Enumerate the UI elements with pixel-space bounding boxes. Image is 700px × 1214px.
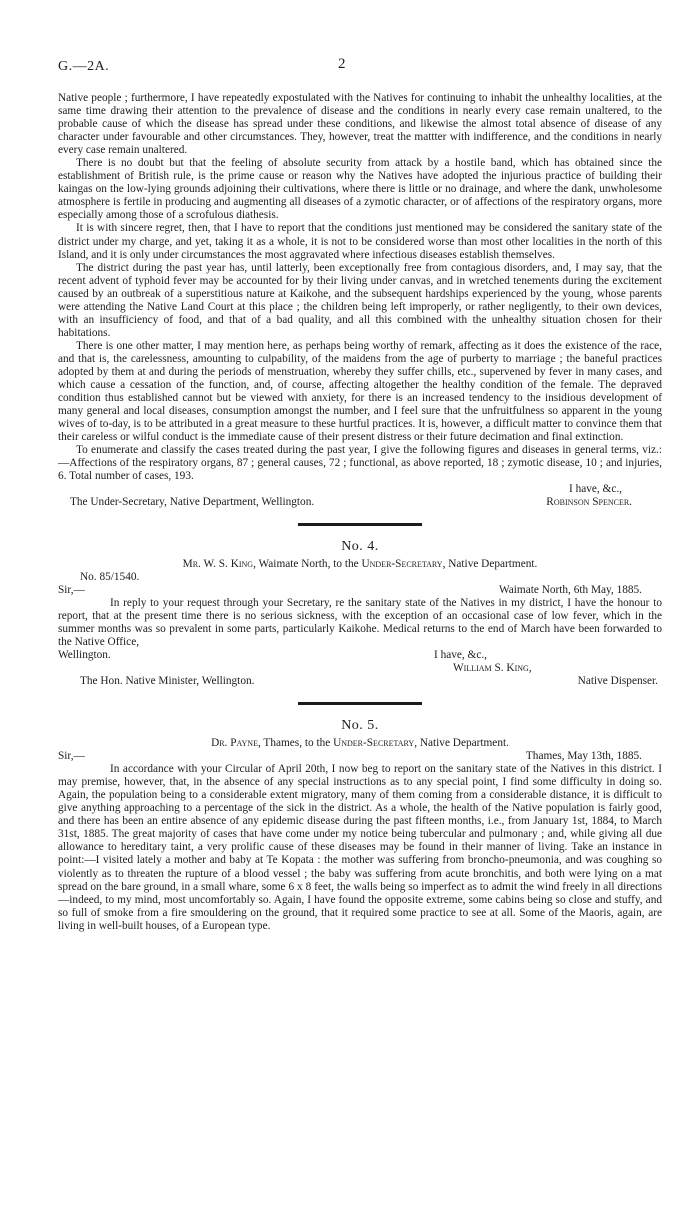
letter-heading — [58, 737, 662, 750]
letter-number: No. 5. — [341, 718, 379, 734]
page-header — [58, 56, 662, 92]
salutation: Sir,— — [58, 583, 85, 596]
recipient-title: Under-Secretary — [333, 737, 415, 750]
letter-body: In reply to your request through your Secretary, re the sanitary state of the Natives in my district, I have the honour to report, that at the present time there is no serious sickness, with the exception of an occasional case of low fever, which in the summer months was so prevalent in some parts, particularly Kaikohe. Medical returns to the end of March have been forwarded to the Native Office, — [58, 596, 662, 648]
document-reference: G.—2A. — [58, 59, 110, 74]
paragraph: There is one other matter, I may mention here, as perhaps being worthy of remark, affecting as it does the existence of the race, and that is, the carelessness, amounting to culpability, of the maidens from the age of purberty to marriage ; the baneful practices adopted by them at and during the periods of menstruation, whereby they suffer chills, etc., supervened by fever in many cases, and which cause a cessation of the function, and, of course, affecting altogether the healthy condition of the female. The depraved condition thus established cannot but be viewed with anxiety, for there is an increased tendency to the insidious development of many general and local diseases, consumption amongst the number, and I feel sure that the unfruitfulness so apparent in the young wives of to-day, is to be attributed in a great measure to these hurtful practices. It is, however, a difficult matter to convince them that their careless or wilful conduct is the immediate cause of their present distress or their future decimation and final extinction. — [58, 339, 662, 444]
letter-body: In accordance with your Circular of April 20th, I now beg to report on the sanitary state of the Natives in this district. I may premise, however, that, in the absence of any special instructions as to any special point, I find some difficulty in doing so. Again, the population being to a considerable extent migratory, many of them coming from a considerable distance, it is difficult to give anything approaching to a percentage of the sick in the district. As a whole, the health of the Native population is fairly good, and there has been an entire absence of any epidemic disease during the past fifteen months, i.e., from January 1st, 1884, to March 31st, 1885. The great majority of cases that have come under my notice being tubercular and pulmonary ; and, while giving all due allowance to hereditary taint, a very prolific cause of these diseases may be found in their manner of living. Take an instance in point:—I visited lately a mother and baby at Te Kopata : the mother was suffering from broncho-pneumonia, and was coughing so violently as to threaten the rupture of a blood vessel ; the baby was suffering from acute bronchitis, and both were lying on a mat spread on the bare ground, in a small whare, some 6 x 8 feet, the walls being so imperfect as to admit the wind freely in all directions—indeed, to my mind, most uncomfortably so. Again, I have found the opposite extreme, some cabins being so close and stuffy, and so full of smoke from a fire smouldering on the ground, that it required some practice to see at all. Some of the Maoris, again, are living in well-built houses, of a European type. — [58, 763, 662, 932]
signature: William S. King, — [453, 661, 532, 674]
signature: Robinson Spencer. — [546, 496, 632, 509]
paragraph: To enumerate and classify the cases treated during the past year, I give the following figures and diseases in general terms, viz.:—Affections of the respiratory organs, 87 ; general causes, 72 ; functional, as above reported, 18 ; zymotic disease, 10 ; and injuries, 6. Total number of cases, 193. — [58, 444, 662, 483]
dateline: Thames, May 13th, 1885. — [525, 750, 642, 763]
sender-place: , Thames, to the — [257, 737, 334, 750]
closing: I have, &c., — [433, 648, 487, 661]
salutation: Sir,— — [58, 750, 85, 763]
letter-no-5 — [58, 719, 662, 933]
dateline-row — [58, 584, 662, 597]
addressee: The Hon. Native Minister, Wellington. — [80, 674, 255, 687]
letter-heading — [58, 558, 662, 571]
closing-row — [58, 649, 662, 662]
paragraph: There is no doubt but that the feeling of absolute security from attack by a hostile band, which has obtained since the establishment of British rule, is the prime cause or reason why the Natives have adopted the injurious practice of building their kaingas on the low-lying grounds adjoining their cultivations, where there is little or no drainage, and where the dank, unwholesome atmosphere is fertile in producing and augmenting all diseases of a zymotic character, or of affections of the respiratory organs, more especially among those of a scrofulous diathesis. — [58, 157, 662, 222]
continued-report — [58, 92, 662, 510]
paragraph: It is with sincere regret, then, that I have to report that the conditions just mentioned may be considered the sanitary state of the district under my charge, and yet, taking it as a whole, it is not to be considered worse than most other localities in the north of this Island, and it is only under circumstances the most aggravated where infectious diseases establish themselves. — [58, 222, 662, 261]
recipient-department: , Native Department. — [414, 737, 509, 750]
dateline: Waimate North, 6th May, 1885. — [499, 583, 642, 596]
recipient-department: , Native Department. — [442, 557, 538, 570]
recipient-title: Under-Secretary — [361, 557, 443, 570]
letter-no-4 — [58, 540, 662, 689]
letter-reference: No. 85/1540. — [80, 570, 140, 583]
sender-name: Mr. W. S. King — [182, 557, 254, 570]
sender-place: , Waimate North, to the — [253, 557, 362, 570]
page-number: 2 — [338, 56, 346, 72]
section-divider — [298, 523, 422, 526]
letter-body-end: Wellington. — [58, 648, 111, 661]
signature-line — [58, 496, 662, 509]
addressee: The Under-Secretary, Native Department, Wellington. — [70, 496, 315, 509]
sender-name: Dr. Payne — [211, 737, 258, 750]
letter-number: No. 4. — [341, 538, 379, 554]
signature-line — [58, 675, 662, 688]
paragraph: The district during the past year has, until latterly, been exceptionally free from contagious disorders, and, I may say, that the recent advent of typhoid fever may be accounted for by their living under canvas, and in wretched tenements during the excitement caused by an outbreak of a superstitious nature at Kaikohe, and the subsequent hardships experienced by the young, whose parents were attending the Native Land Court at this place ; the children being left improperly, or rather negligently, to their own devices, with an insufficiency of food, and that of a bad quality, and all this combined with the unhealthy situation chosen for their habitations. — [58, 261, 662, 339]
closing: I have, &c., — [568, 483, 622, 496]
dateline-row — [58, 750, 662, 763]
section-divider — [298, 702, 422, 705]
paragraph: Native people ; furthermore, I have repeatedly expostulated with the Natives for continuing to inhabit the unhealthy localities, at the same time drawing their attention to the prevalence of disease and the conditions in nearly every case remain unaltered, to the probable cause of which the disease has spread under these conditions, and likewise the almost total absence of disease of any character under favourable and other circumstances. They, however, treat the mattter with indifference, and the conditions in nearly every case remain unaltered. — [58, 92, 662, 157]
signature-title: Native Dispenser. — [577, 674, 658, 687]
